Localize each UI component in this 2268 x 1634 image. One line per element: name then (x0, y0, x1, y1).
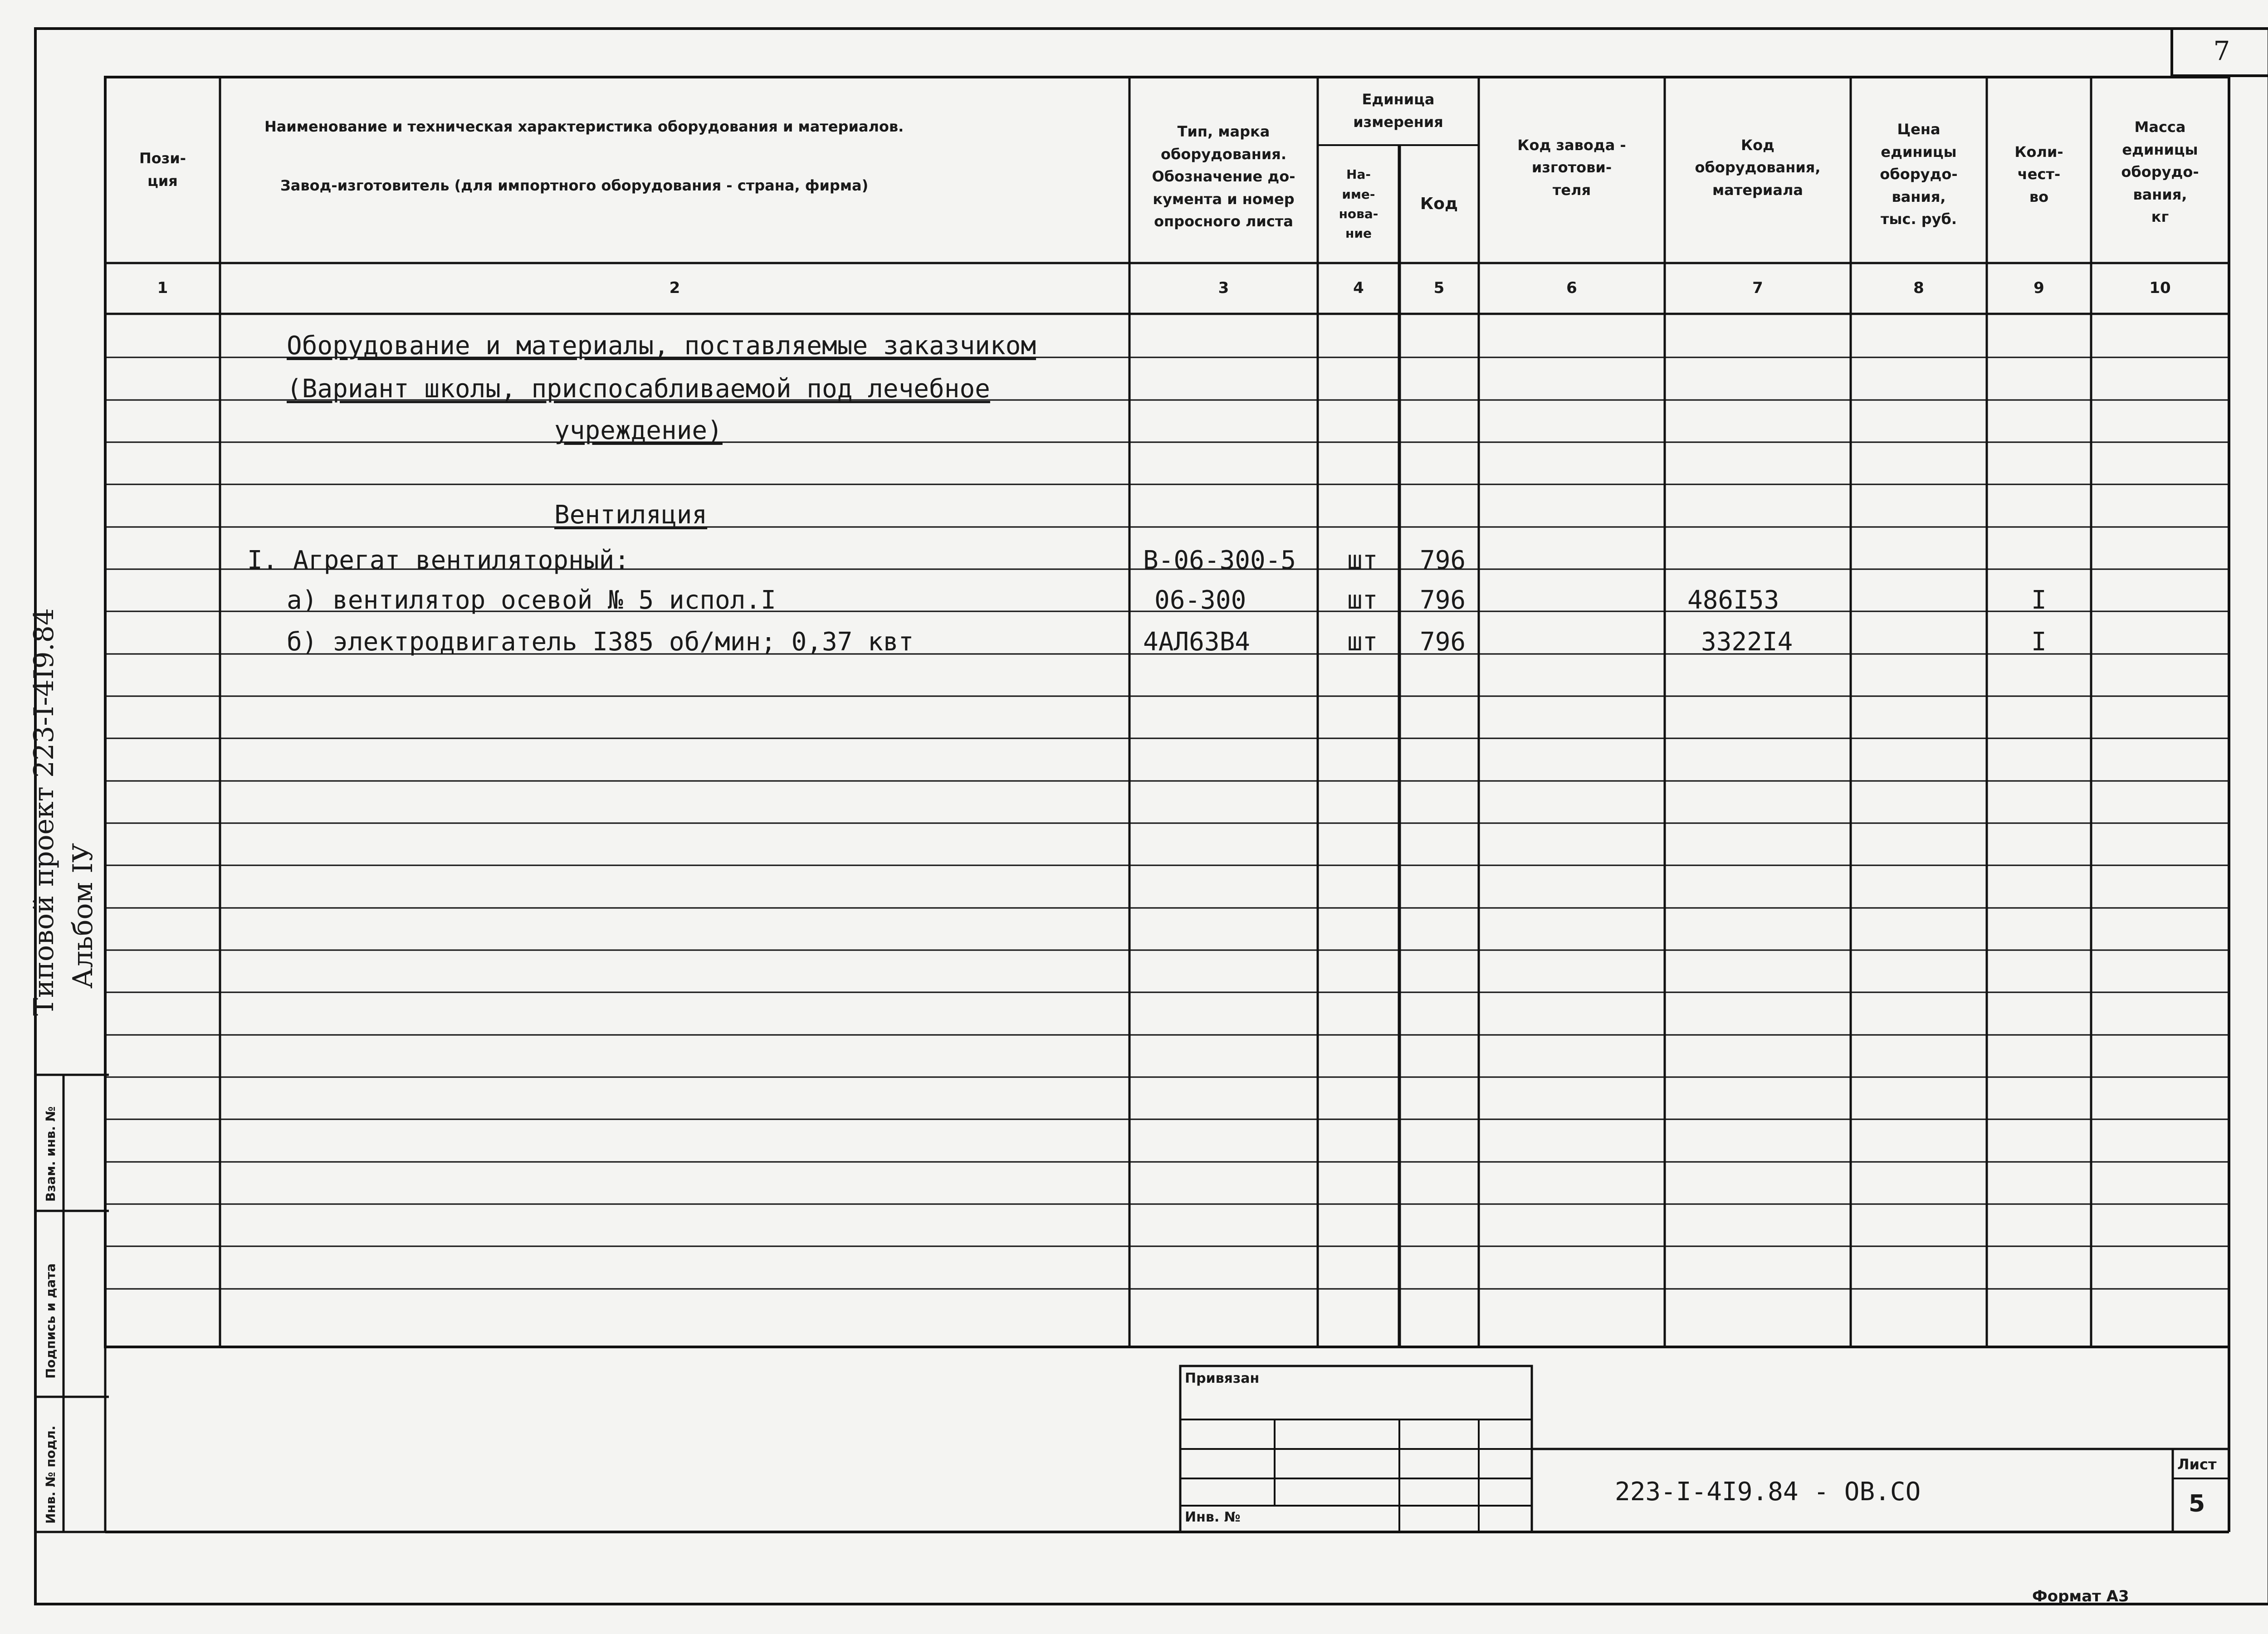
item-equipment-code: 3322I4 (1701, 627, 1793, 657)
item-unit-code: 796 (1420, 546, 1466, 575)
column-number: 1 (157, 279, 168, 297)
sheet-corner-number: 7 (2170, 27, 2268, 77)
document-designation: 223-I-4I9.84 - ОВ.СО (1615, 1477, 1921, 1507)
header-factory-code: Код завода - изготови- теля (1517, 136, 1626, 199)
item-unit: шт (1347, 546, 1378, 575)
column-number: 8 (1913, 279, 1924, 297)
item-type: В-06-300-5 (1143, 546, 1296, 575)
column-number: 10 (2149, 279, 2171, 297)
header-name-line2: Завод-изготовитель (для импортного оборудования - страна, фирма) (280, 177, 869, 195)
column-number: 2 (669, 279, 680, 297)
header-quantity: Коли- чест- во (2014, 143, 2063, 205)
signature-date-label: Подпись и дата (43, 1263, 58, 1379)
format-label: Формат А3 (2032, 1587, 2129, 1605)
header-name-line1: Наименование и техническая характеристика оборудования и материалов. (264, 118, 904, 136)
column-number: 7 (1752, 279, 1763, 297)
item-unit-code: 796 (1420, 627, 1466, 657)
header-equipment-code: Код оборудования, материала (1695, 136, 1821, 199)
item-name: I. Агрегат вентиляторный: (247, 546, 630, 575)
item-unit: шт (1347, 585, 1378, 615)
item-quantity: I (2031, 585, 2047, 615)
table-border (105, 77, 2229, 1347)
list-title-line3: учреждение) (554, 416, 723, 445)
item-name: б) электродвигатель I385 об/мин; 0,37 квт (287, 627, 914, 657)
list-title-line1: Оборудование и материалы, поставляемые заказчиком (287, 331, 1036, 361)
header-unit-group: Единица измерения (1353, 91, 1443, 131)
header-position: Пози- ция (139, 150, 186, 190)
header-unit-mass: Масса единицы оборудо- вания, кг (2121, 118, 2199, 226)
column-number: 9 (2033, 279, 2044, 297)
item-name: а) вентилятор осевой № 5 испол.I (287, 585, 776, 615)
header-unit-name: На- име- нова- ние (1339, 167, 1378, 241)
list-title-line2: (Вариант школы, приспосабливаемой под лечебное (287, 374, 990, 404)
stamp-privyazan-label: Привязан (1185, 1371, 1260, 1386)
vzam-inv-label: Взам. инв. № (43, 1106, 58, 1202)
column-number: 6 (1566, 279, 1577, 297)
section-heading: Вентиляция (554, 500, 708, 530)
header-unit-price: Цена единицы оборудо- вания, тыс. руб. (1880, 121, 1958, 228)
column-number: 4 (1353, 279, 1364, 297)
stamp-inv-no-label: Инв. № (1185, 1509, 1241, 1525)
column-number: 5 (1433, 279, 1445, 297)
item-equipment-code: 486I53 (1687, 585, 1779, 615)
row-lines (105, 357, 2229, 1289)
item-type: 06-300 (1154, 585, 1246, 615)
column-number: 3 (1218, 279, 1229, 297)
side-title-line2: Альбом IУ (67, 843, 99, 989)
item-unit-code: 796 (1420, 585, 1466, 615)
sheet-number: 5 (2189, 1490, 2205, 1517)
header-unit-code: Код (1420, 195, 1458, 214)
item-quantity: I (2031, 627, 2047, 657)
item-type: 4АЛ63В4 (1143, 627, 1251, 657)
inv-podl-label: Инв. № подл. (43, 1425, 58, 1524)
header-type: Тип, марка оборудования. Обозначение до- кумента и номер опросного листа (1152, 123, 1295, 230)
side-title-line1: Типовой проект 223-I-4I9.84 (28, 608, 60, 1016)
sheet-label: Лист (2177, 1456, 2217, 1473)
item-unit: шт (1347, 627, 1378, 657)
